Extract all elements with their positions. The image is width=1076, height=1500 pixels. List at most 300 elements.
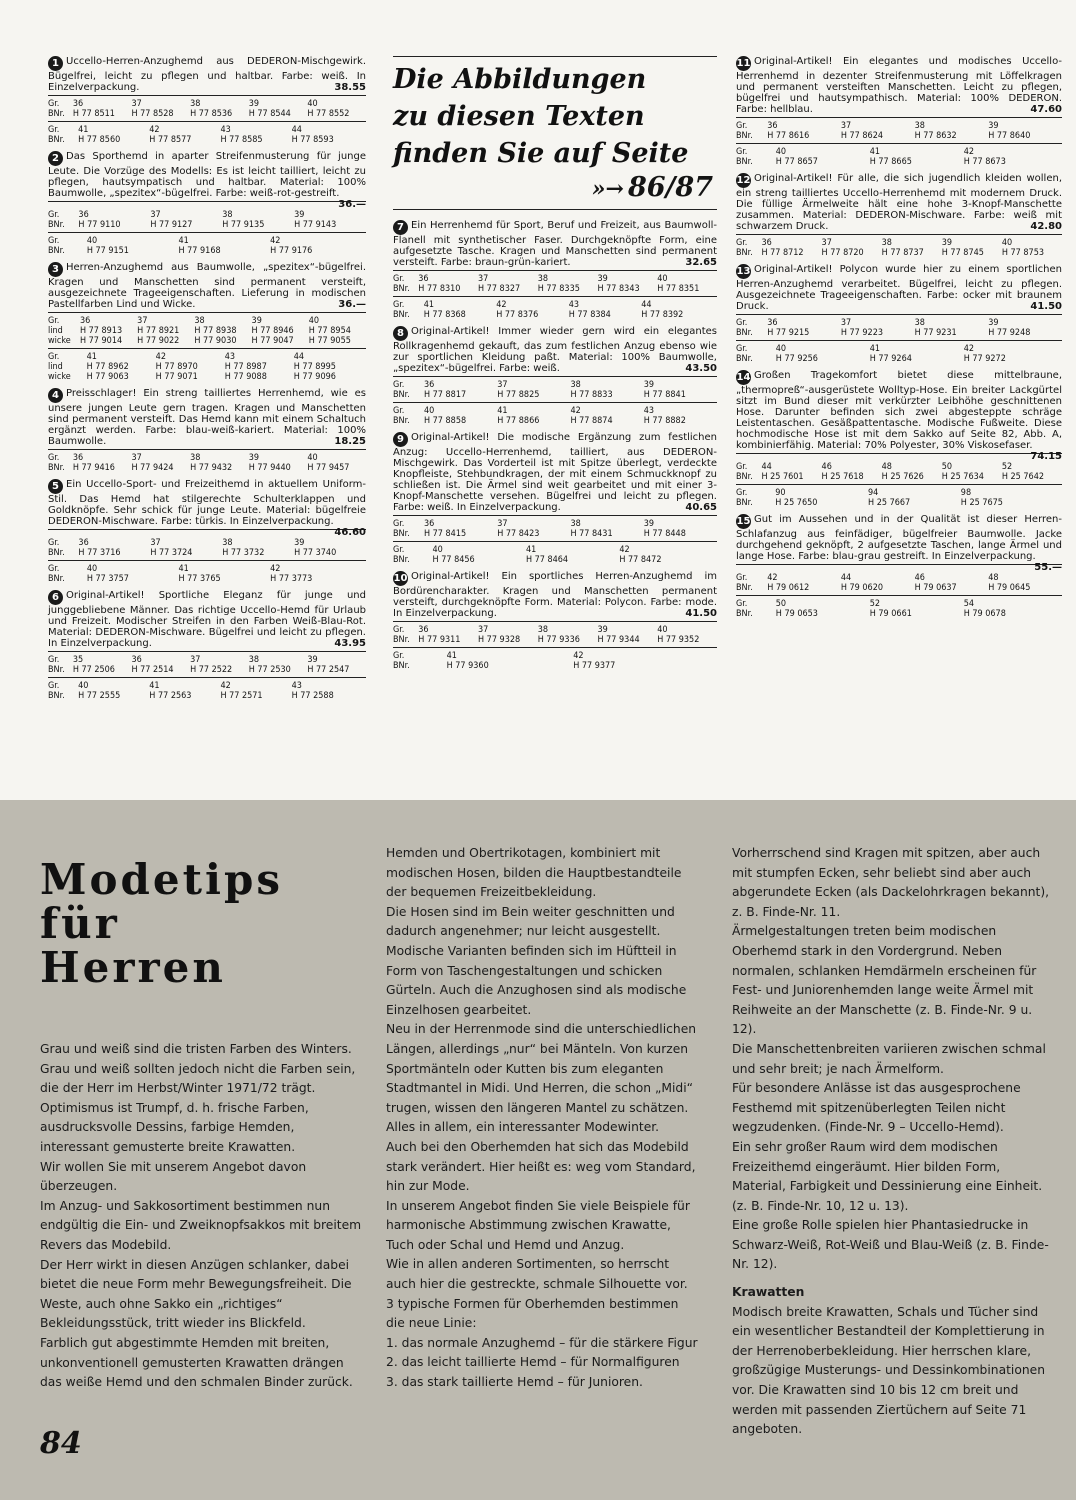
- size-cell: 37: [840, 318, 852, 328]
- item-text: Original-Artikel! Sportliche Eleganz für junge und junggebliebene Männer. Das richtige Uccello-Hemd für Urlaub und Freizeit. Modischer Streifen in den Farben Weiß-Blau-Rot. Material: DEDERON-Mischware. Bügelfrei und leicht zu pflegen. In Einzelverpackung.: [48, 590, 366, 649]
- size-cell: 41: [525, 545, 537, 555]
- size-row: [48, 336, 366, 346]
- size-cell: H 77 8464: [525, 555, 569, 565]
- row-label: Gr.: [736, 318, 748, 328]
- size-row: [736, 344, 1062, 354]
- size-cell: 38: [570, 519, 581, 529]
- size-cell: [1058, 354, 1062, 364]
- size-cell: H 77 9424: [131, 463, 174, 473]
- row-label: Gr.: [736, 238, 748, 248]
- size-cell: 36: [761, 238, 772, 248]
- size-cell: 36: [418, 274, 429, 284]
- size-cell: H 77 9264: [869, 354, 912, 364]
- size-cell: H 79 0645: [988, 583, 1031, 593]
- modetips-paragraph: 3. das stark taillierte Hemd – für Junioren.: [386, 1375, 643, 1390]
- size-table-block: [393, 621, 717, 645]
- modetips-paragraph: Neu in der Herrenmode sind die unterschiedlichen Längen, allerdings „nur“ bei Mänteln. Von kurzen Sportmänteln oder Kutten bis zum eleganten Stadtmantel in Midi. Und Herren, die schon „Midi“ trugen, wissen den längeren Mantel zu schätzen.: [386, 1022, 697, 1115]
- item-number-badge: 2: [48, 151, 63, 166]
- size-cell: H 77 9231: [914, 328, 957, 338]
- size-cell: H 77 9127: [150, 220, 193, 230]
- catalog-item: [48, 262, 366, 382]
- size-cell: H 25 7634: [941, 472, 984, 482]
- item-text: Ein Uccello-Sport- und Freizeithemd in aktuellem Uniform-Stil. Das Hemd hat stilgerechte Schulterklappen und Goldknöpfe. Sehr schick für junge Leute. Material: bügelfreie DEDERON-Mischware. Farbe: türkis. In Einzelverpackung.: [48, 479, 366, 527]
- size-cell: 37: [478, 625, 489, 635]
- size-cell: 42: [149, 125, 160, 135]
- size-table: [48, 236, 366, 256]
- size-cell: 36: [424, 519, 435, 529]
- item-text: Großen Tragekomfort bietet diese mittelbraune, „thermopreß“-ausgerüstete Wolltyp-Hose. Ein breiter Lackgürtel sitzt im Bund dieser mit verkürzter Leibhöhe geschnittenen Hose. Darunter befinden sich zwei abgesteppte schräge Leistentaschen. Gesäßpattentasche. Modische Fußweite. Diese hochmodische Hose ist mit dem Sakko auf Seite 82, Abb. A, kombinierfähig. Material: 70% Polyester, 30% Viskosefaser.: [736, 370, 1062, 451]
- size-cell: [713, 545, 717, 555]
- modetips-paragraph: Die Hosen sind im Bein weiter geschnitten und dadurch angenehmer; nur leicht ausgestellt. Modische Varianten befinden sich im Hüftteil in Form von Taschengestaltungen und schicken Gürteln. Auch die Anzughosen sind als modische Einzelhosen gearbeitet.: [386, 904, 687, 1017]
- size-cell: [711, 661, 717, 671]
- item-text: Original-Artikel! Die modische Ergänzung zum festlichen Anzug: Uccello-Herrenhemd, tailliert, aus DEDERON-Mischgewirk. Das Vorderteil ist mit Spitze überlegt, verdeckte Knopfleiste, Stehbundkragen, der mit einem Schmuckknopf zu schließen ist. Die Ärmel sind weit gearbeitet und mit einer 3-Knopf-Manschette versehen. Bügelfrei und leicht zu pflegen. Farbe: weiß. In Einzelverpackung.: [393, 432, 717, 513]
- row-label: BNr.: [48, 574, 65, 584]
- size-cell: H 77 9071: [155, 372, 198, 382]
- item-text: Original-Artikel! Immer wieder gern wird ein elegantes Rollkragenhemd gekauft, das zum festlichen Anzug ebenso wie zur sportlichen Kleidung paßt. Material: 100% Baumwolle, „spezitex“-bügelfrei. Farbe: weiß.: [393, 326, 717, 374]
- size-cell: H 77 8712: [761, 248, 804, 258]
- item-price: 41.50: [685, 608, 717, 619]
- size-cell: 41: [178, 564, 189, 574]
- size-cell: [362, 246, 366, 256]
- item-number-badge: 13: [736, 266, 751, 277]
- size-cell: [362, 564, 366, 574]
- row-label: Gr.: [393, 274, 405, 284]
- item-text: Preisschlager! Ein streng tailliertes Herrenhemd, wie es unsere jungen Leute gern tragen. Kragen und Manschetten sind permanent versteift. Das Hemd kann mit einem Schaltuch ergänzt werden. Farbe: blau-weiß-kariert. Material: 100% Baumwolle.: [48, 388, 366, 447]
- size-table-block: [736, 453, 1062, 482]
- row-label: BNr.: [736, 131, 753, 141]
- size-cell: H 77 8585: [220, 135, 263, 145]
- item-number-badge: 1: [48, 56, 63, 71]
- row-label: Gr.: [393, 519, 405, 529]
- row-label: Gr.: [736, 344, 748, 354]
- catalog-column-1: [48, 56, 366, 707]
- size-cell: 36: [424, 380, 435, 390]
- modetips-paragraph: Für besondere Anlässe ist das ausgesprochene Festhemd mit spitzenüberlegten Teilen nicht wegzudenken. (Finde-Nr. 9 – Uccello-Hemd).: [732, 1081, 1021, 1135]
- catalog-item: [736, 173, 1062, 258]
- item-price: 47.60: [1030, 104, 1062, 115]
- size-cell: 48: [988, 573, 999, 583]
- size-cell: 54: [963, 599, 975, 609]
- size-row: [48, 210, 366, 220]
- size-row: [736, 318, 1062, 328]
- size-table: [393, 519, 717, 539]
- size-cell: H 77 9030: [194, 336, 237, 346]
- size-cell: 39: [307, 655, 318, 665]
- size-cell: H 77 8720: [821, 248, 864, 258]
- size-cell: [363, 362, 366, 372]
- size-table: [48, 564, 366, 584]
- size-row: [48, 655, 366, 665]
- row-label: Gr.: [48, 681, 60, 691]
- size-cell: 38: [537, 625, 549, 635]
- size-table: [393, 300, 717, 320]
- size-cell: 36: [72, 453, 84, 463]
- modetips-paragraph: Alles in allem, ein interessanter Modewinter.: [386, 1120, 660, 1135]
- item-text: Gut im Aussehen und in der Qualität ist dieser Herren-Schlafanzug aus feinfädiger, bügelfreier Baumwolle. Jacke durchgehend geknöpft, 2 aufgesetzte Taschen, lange Ärmel und lange Hose. Farbe: blau-grau gestreift. In Einzelverpackung.: [736, 514, 1062, 562]
- size-cell: 37: [497, 519, 508, 529]
- size-cell: [714, 300, 717, 310]
- size-cell: 42: [270, 236, 281, 246]
- size-cell: 37: [131, 453, 142, 463]
- size-row: [48, 691, 366, 701]
- item-price: 18.25: [334, 436, 366, 447]
- size-row: [736, 121, 1062, 131]
- size-cell: 37: [821, 238, 832, 248]
- modetips-paragraph: Farblich gut abgestimmte Hemden mit breiten, unkonventionell gemusterten Krawatten drängen das weiße Hemd und den schmalen Binder zurück.: [40, 1335, 353, 1390]
- size-row: [48, 548, 366, 558]
- row-label: BNr.: [736, 248, 753, 258]
- row-label: BNr.: [736, 472, 753, 482]
- row-label: wicke: [48, 372, 71, 382]
- size-row: [48, 99, 366, 109]
- size-cell: 90: [775, 488, 786, 498]
- size-cell: H 79 0661: [869, 609, 912, 619]
- size-table: [393, 651, 717, 671]
- size-cell: 41: [78, 125, 89, 135]
- size-cell: H 77 8472: [619, 555, 662, 565]
- size-cell: [363, 372, 366, 382]
- size-cell: H 77 8448: [643, 529, 686, 539]
- size-cell: H 77 8970: [155, 362, 198, 372]
- size-table: [48, 210, 366, 230]
- size-row: [736, 498, 1062, 508]
- size-cell: H 77 8431: [570, 529, 613, 539]
- size-cell: H 25 7650: [775, 498, 818, 508]
- size-table-block: [736, 484, 1062, 508]
- size-cell: H 77 9352: [657, 635, 700, 645]
- size-cell: 41: [423, 300, 434, 310]
- size-row: [393, 274, 717, 284]
- size-cell: H 25 7626: [881, 472, 924, 482]
- catalog-item: [48, 388, 366, 473]
- size-cell: 42: [767, 573, 778, 583]
- size-table-block: [48, 449, 366, 473]
- size-cell: 41: [446, 651, 457, 661]
- size-cell: H 77 8624: [840, 131, 884, 141]
- size-cell: [713, 555, 717, 565]
- size-cell: H 25 7667: [868, 498, 911, 508]
- catalog-item: [48, 590, 366, 701]
- item-price: 43.50: [685, 363, 717, 374]
- catalog-item: [736, 370, 1062, 508]
- size-row: [736, 131, 1062, 141]
- size-cell: H 25 7618: [821, 472, 864, 482]
- row-label: BNr.: [393, 416, 410, 426]
- size-table: [736, 344, 1062, 364]
- size-cell: 43: [643, 406, 655, 416]
- catalog-column-3: [736, 56, 1062, 625]
- size-row: [393, 651, 717, 661]
- size-cell: 42: [496, 300, 507, 310]
- size-cell: 36: [767, 121, 778, 131]
- size-row: [393, 300, 717, 310]
- catalog-item: [393, 326, 717, 426]
- size-cell: H 77 9143: [294, 220, 337, 230]
- row-label: Gr.: [393, 545, 405, 555]
- row-label: Gr.: [48, 352, 60, 362]
- size-cell: 37: [150, 210, 161, 220]
- size-cell: H 77 8351: [657, 284, 700, 294]
- size-cell: H 77 8327: [478, 284, 521, 294]
- size-cell: H 77 9063: [86, 372, 129, 382]
- size-cell: 43: [291, 681, 302, 691]
- size-table-block: [48, 201, 366, 230]
- size-cell: H 77 8995: [293, 362, 336, 372]
- size-cell: H 77 8841: [643, 390, 686, 400]
- item-description: [393, 432, 717, 513]
- size-cell: 38: [914, 121, 925, 131]
- row-label: Gr.: [48, 564, 60, 574]
- size-cell: H 77 8456: [432, 555, 475, 565]
- size-cell: 42: [573, 651, 584, 661]
- size-table: [48, 681, 366, 701]
- size-row: [393, 390, 717, 400]
- size-cell: H 77 2563: [149, 691, 192, 701]
- row-label: Gr.: [393, 651, 405, 661]
- size-cell: 42: [963, 344, 975, 354]
- size-cell: H 77 8368: [423, 310, 466, 320]
- size-cell: 37: [150, 538, 161, 548]
- size-cell: 50: [941, 462, 953, 472]
- size-cell: [362, 236, 366, 246]
- size-row: [393, 545, 717, 555]
- size-cell: H 77 2571: [220, 691, 263, 701]
- size-cell: [363, 135, 366, 145]
- size-table-block: [393, 376, 717, 400]
- size-cell: [363, 691, 366, 701]
- size-cell: H 77 8536: [190, 109, 233, 119]
- size-table: [393, 274, 717, 294]
- size-cell: 46: [914, 573, 925, 583]
- size-cell: 37: [131, 99, 142, 109]
- item-number-badge: 8: [393, 326, 408, 341]
- arrow-icon: »→: [591, 176, 624, 202]
- size-table-block: [48, 232, 366, 256]
- size-row: [736, 488, 1062, 498]
- size-cell: 42: [155, 352, 166, 362]
- modetips-title-line-2: für: [40, 899, 120, 948]
- size-cell: H 77 8817: [424, 390, 467, 400]
- row-label: BNr.: [393, 635, 410, 645]
- size-cell: 42: [220, 681, 231, 691]
- size-row: [736, 609, 1062, 619]
- size-cell: H 77 8392: [641, 310, 684, 320]
- item-text: Original-Artikel! Für alle, die sich jugendlich kleiden wollen, ein streng tailliertes Uccello-Herrenhemd mit modernem Druck. Die füllige Ärmelweite hält eine hohe 3-Knopf-Manschette zusammen. Material: DEDERON-Mischware. Farbe: weiß mit schwarzem Druck.: [736, 173, 1062, 232]
- size-table-block: [736, 314, 1062, 338]
- item-price: 40.65: [685, 502, 717, 513]
- size-cell: 38: [222, 538, 233, 548]
- size-row: [393, 310, 717, 320]
- size-cell: H 77 8528: [131, 109, 174, 119]
- size-cell: [362, 574, 366, 584]
- size-row: [48, 372, 366, 382]
- size-cell: 40: [78, 681, 89, 691]
- row-label: Gr.: [393, 380, 405, 390]
- size-cell: H 77 9248: [988, 328, 1031, 338]
- size-table-block: [736, 143, 1062, 167]
- size-cell: H 77 8665: [869, 157, 912, 167]
- size-cell: H 77 8987: [224, 362, 267, 372]
- size-table-block: [736, 564, 1062, 593]
- size-cell: H 77 9457: [307, 463, 350, 473]
- size-cell: H 77 8882: [643, 416, 686, 426]
- size-row: [48, 220, 366, 230]
- size-cell: 38: [881, 238, 892, 248]
- size-cell: 37: [497, 380, 508, 390]
- size-cell: H 77 8737: [881, 248, 924, 258]
- catalog-item: [48, 56, 366, 145]
- size-table: [48, 99, 366, 119]
- row-label: BNr.: [48, 548, 65, 558]
- size-cell: H 77 8335: [537, 284, 580, 294]
- size-cell: 39: [643, 380, 655, 390]
- item-number-badge: 7: [393, 220, 408, 235]
- size-cell: H 77 9055: [308, 336, 351, 346]
- size-cell: 41: [869, 344, 881, 354]
- modetips-paragraph: Hemden und Obertrikotagen, kombiniert mit modischen Hosen, bilden die Hauptbestandteile der bequemen Freizeitbekleidung.: [386, 846, 682, 900]
- size-cell: 98: [960, 488, 972, 498]
- page-reference-number: 86/87: [627, 172, 713, 203]
- size-cell: H 77 8858: [424, 416, 467, 426]
- size-cell: 50: [775, 599, 787, 609]
- size-cell: H 77 8593: [291, 135, 334, 145]
- headline-line-1: Die Abbildungen: [393, 64, 647, 95]
- size-cell: 40: [424, 406, 435, 416]
- item-price: 41.50: [1030, 301, 1062, 312]
- size-cell: 38: [570, 380, 581, 390]
- item-price: 32.65: [685, 257, 717, 268]
- size-table-block: [48, 312, 366, 346]
- catalog-item: [736, 264, 1062, 364]
- row-label: Gr.: [48, 538, 60, 548]
- row-label: Gr.: [393, 406, 405, 416]
- size-cell: H 77 3773: [270, 574, 313, 584]
- krawatten-heading: Krawatten: [732, 1285, 805, 1300]
- row-label: Gr.: [393, 300, 405, 310]
- size-cell: H 77 3740: [294, 548, 337, 558]
- row-label: BNr.: [48, 691, 65, 701]
- size-table-block: [393, 270, 717, 294]
- size-row: [48, 352, 366, 362]
- size-cell: H 77 8640: [988, 131, 1031, 141]
- row-label: BNr.: [393, 661, 410, 671]
- size-row: [736, 583, 1062, 593]
- item-description: [736, 264, 1062, 312]
- modetips-paragraph: Eine große Rolle spielen hier Phantasiedrucke in Schwarz-Weiß, Rot-Weiß und Blau-Weiß (z. B. Finde-Nr. 12).: [732, 1218, 1049, 1272]
- catalog-item: [736, 56, 1062, 167]
- size-table-block: [736, 340, 1062, 364]
- size-row: [393, 661, 717, 671]
- size-table: [393, 380, 717, 400]
- size-cell: 40: [86, 236, 98, 246]
- size-cell: 39: [248, 453, 259, 463]
- item-description: [393, 220, 717, 268]
- row-label: BNr.: [393, 310, 410, 320]
- size-table: [48, 352, 366, 382]
- size-cell: [363, 352, 366, 362]
- size-cell: 41: [86, 352, 97, 362]
- size-cell: H 77 3724: [150, 548, 193, 558]
- size-cell: 39: [294, 210, 305, 220]
- size-cell: 42: [619, 545, 630, 555]
- size-table-block: [736, 234, 1062, 258]
- item-description: [48, 590, 366, 649]
- size-cell: 94: [868, 488, 879, 498]
- size-row: [393, 625, 717, 635]
- catalog-item: [736, 514, 1062, 619]
- item-price: 55.—: [1034, 562, 1062, 573]
- size-cell: H 77 9110: [78, 220, 121, 230]
- catalog-column-2: [393, 56, 717, 677]
- size-cell: H 77 8560: [78, 135, 121, 145]
- size-table: [736, 238, 1062, 258]
- size-table-block: [736, 595, 1062, 619]
- size-cell: H 77 2588: [291, 691, 334, 701]
- row-label: Gr.: [736, 121, 748, 131]
- size-table-block: [48, 677, 366, 701]
- size-cell: 36: [767, 318, 778, 328]
- item-text: Uccello-Herren-Anzughemd aus DEDERON-Mischgewirk. Bügelfrei, leicht zu pflegen und haltbar. Farbe: weiß. In Einzelverpackung.: [48, 56, 366, 93]
- size-table: [48, 453, 366, 473]
- row-label: Gr.: [736, 462, 748, 472]
- size-table: [736, 147, 1062, 167]
- size-cell: H 77 2522: [190, 665, 233, 675]
- size-table-block: [48, 651, 366, 675]
- size-row: [393, 529, 717, 539]
- item-number-badge: 11: [736, 58, 751, 69]
- size-cell: 42: [963, 147, 975, 157]
- size-cell: [1058, 157, 1062, 167]
- item-number-badge: 3: [48, 262, 63, 277]
- item-price: 46.60: [334, 527, 366, 538]
- size-cell: 35: [72, 655, 84, 665]
- size-cell: H 77 8921: [137, 326, 180, 336]
- size-cell: 38: [190, 453, 201, 463]
- size-row: [736, 354, 1062, 364]
- item-description: [736, 173, 1062, 232]
- item-text: Herren-Anzughemd aus Baumwolle, „spezitex“-bügelfrei. Kragen und Manschetten sind permanent versteift, ausgezeichnete Trageeigenschaften. Lieferung in modischen Pastellfarben Lind und Wicke.: [48, 262, 366, 310]
- size-cell: 52: [1001, 462, 1013, 472]
- size-cell: H 77 8657: [775, 157, 818, 167]
- row-label: BNr.: [48, 665, 65, 675]
- size-table: [48, 538, 366, 558]
- modetips-paragraph: Ein sehr großer Raum wird dem modischen Freizeithemd eingeräumt. Hier bilden Form, Material, Farbigkeit und Dessinierung eine Einheit. (z. B. Finde-Nr. 10, 12 u. 13).: [732, 1139, 1043, 1213]
- size-cell: H 77 8938: [194, 326, 237, 336]
- size-cell: H 77 9176: [270, 246, 313, 256]
- size-cell: H 25 7675: [960, 498, 1003, 508]
- row-label: Gr.: [48, 316, 60, 326]
- row-label: Gr.: [48, 655, 60, 665]
- size-row: [393, 635, 717, 645]
- size-row: [48, 316, 366, 326]
- row-label: wicke: [48, 336, 71, 346]
- modetips-paragraph: Grau und weiß sind die tristen Farben des Winters. Grau und weiß sollten jedoch nicht die Farben sein, die der Herr im Herbst/Winter 1971/72 trägt. Optimismus ist Trumpf, d. h. frische Farben, ausdrucksvolle Dessins, farbige Hemden, interessant gemusterte breite Krawatten.: [40, 1042, 356, 1154]
- item-description: [48, 388, 366, 447]
- row-label: BNr.: [736, 328, 753, 338]
- size-cell: 42: [570, 406, 581, 416]
- size-cell: H 77 9096: [293, 372, 336, 382]
- size-cell: H 77 8962: [86, 362, 129, 372]
- size-cell: 46: [821, 462, 832, 472]
- size-table: [393, 545, 717, 565]
- size-cell: 37: [137, 316, 148, 326]
- item-number-badge: 6: [48, 590, 63, 605]
- item-number-badge: 12: [736, 175, 751, 186]
- size-cell: [1058, 498, 1062, 508]
- size-cell: H 79 0653: [775, 609, 818, 619]
- size-row: [48, 125, 366, 135]
- size-cell: H 77 2530: [248, 665, 291, 675]
